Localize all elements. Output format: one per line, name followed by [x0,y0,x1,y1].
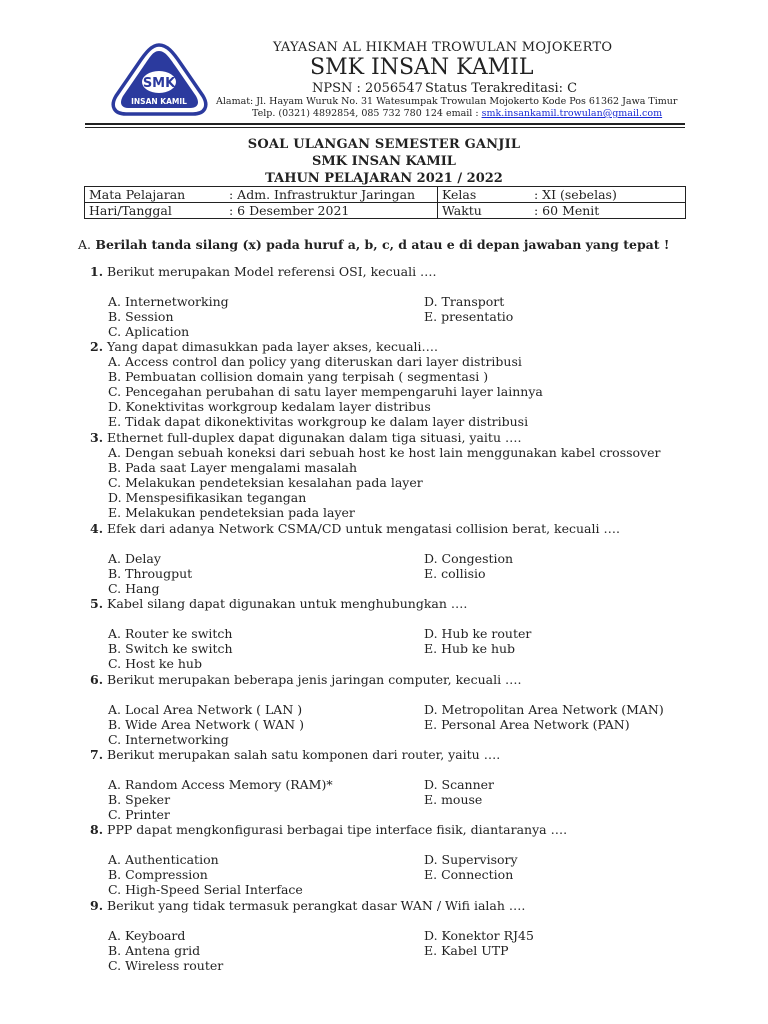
option-b[interactable]: B. Session [108,309,174,324]
table-row [85,187,686,203]
option-d[interactable]: D. Konektor RJ45 [424,928,534,943]
option-b[interactable]: B. Speker [108,792,171,807]
option-e[interactable]: E. Tidak dapat dikonektivitas workgroup ke dalam layer distribusi [108,414,529,429]
option-a[interactable]: A. Random Access Memory (RAM)* [108,777,333,792]
option-c[interactable]: C. Hang [108,581,160,596]
date-value: : 6 Desember 2021 [225,203,438,219]
option-a[interactable]: A. Delay [108,551,161,566]
header-divider-thick [85,123,685,125]
email-link[interactable]: smk.insankamil.trowulan@gmail.com [481,108,663,119]
npsn: NPSN : 2056547 [312,81,423,96]
option-a[interactable]: A. Access control dan policy yang diteruskan dari layer distribusi [108,354,522,369]
date-label: Hari/Tanggal [85,203,226,219]
option-b[interactable]: B. Wide Area Network ( WAN ) [108,717,304,732]
instruction-text: Berilah tanda silang (x) pada huruf a, b, c, d atau e di depan jawaban yang tepat ! [95,237,670,252]
option-b[interactable]: B. Compression [108,867,208,882]
school-name: SMK INSAN KAMIL [310,55,534,80]
option-d[interactable]: D. Transport [424,294,505,309]
option-b[interactable]: B. Pembuatan collision domain yang terpisah ( segmentasi ) [108,369,489,384]
question-1: 1. Berikut merupakan Model referensi OSI, kecuali …. [90,264,437,279]
option-d[interactable]: D. Congestion [424,551,514,566]
option-c[interactable]: C. Pencegahan perubahan di satu layer mempengaruhi layer lainnya [108,384,543,399]
school-contact [252,108,662,119]
option-e[interactable]: E. Melakukan pendeteksian pada layer [108,505,355,520]
subject-value: : Adm. Infrastruktur Jaringan [225,187,438,203]
exam-info-table [84,186,686,219]
option-e[interactable]: E. Personal Area Network (PAN) [424,717,630,732]
option-c[interactable]: C. Wireless router [108,958,224,973]
option-a[interactable]: A. Router ke switch [108,626,233,641]
option-b[interactable]: B. Switch ke switch [108,641,233,656]
question-4: 4. Efek dari adanya Network CSMA/CD untuk mengatasi collision berat, kecuali …. [90,521,620,536]
option-c[interactable]: C. Host ke hub [108,656,202,671]
table-row [85,203,686,219]
time-label: Waktu [438,203,531,219]
logo-text-top: SMK [142,76,176,91]
foundation-name: YAYASAN AL HIKMAH TROWULAN MOJOKERTO [273,40,613,55]
contact-text: Telp. (0321) 4892854, 085 732 780 124 email : [252,108,482,119]
question-3: 3. Ethernet full-duplex dapat digunakan dalam tiga situasi, yaitu …. [90,430,522,445]
exam-year: TAHUN PELAJARAN 2021 / 2022 [265,171,503,186]
option-c[interactable]: C. Internetworking [108,732,229,747]
option-e[interactable]: E. Connection [424,867,514,882]
exam-title: SOAL ULANGAN SEMESTER GANJIL [247,137,521,152]
question-2: 2. Yang dapat dimasukkan pada layer akses, kecuali…. [90,339,438,354]
logo-text-bottom: INSAN KAMIL [131,97,187,106]
option-e[interactable]: E. presentatio [424,309,514,324]
option-c[interactable]: C. High-Speed Serial Interface [108,882,303,897]
option-b[interactable]: B. Througput [108,566,193,581]
option-e[interactable]: E. Hub ke hub [424,641,516,656]
option-e[interactable]: E. Kabel UTP [424,943,509,958]
question-8: 8. PPP dapat mengkonfigurasi berbagai tipe interface fisik, diantaranya …. [90,822,568,837]
exam-school: SMK INSAN KAMIL [312,154,456,169]
class-label: Kelas [438,187,531,203]
option-a[interactable]: A. Dengan sebuah koneksi dari sebuah host ke host lain menggunakan kabel crossover [108,445,661,460]
option-d[interactable]: D. Konektivitas workgroup kedalam layer distribus [108,399,431,414]
school-logo [107,42,212,118]
option-d[interactable]: D. Menspesifikasikan tegangan [108,490,307,505]
option-a[interactable]: A. Authentication [108,852,219,867]
option-b[interactable]: B. Antena grid [108,943,201,958]
option-c[interactable]: C. Printer [108,807,170,822]
question-6: 6. Berikut merupakan beberapa jenis jaringan computer, kecuali …. [90,672,522,687]
question-7: 7. Berikut merupakan salah satu komponen dari router, yaitu …. [90,747,501,762]
option-e[interactable]: E. mouse [424,792,483,807]
accreditation-status: Status Terakreditasi: C [425,81,578,96]
time-value: : 60 Menit [530,203,686,219]
option-e[interactable]: E. collisio [424,566,486,581]
option-d[interactable]: D. Metropolitan Area Network (MAN) [424,702,664,717]
option-c[interactable]: C. Aplication [108,324,190,339]
option-c[interactable]: C. Melakukan pendeteksian kesalahan pada layer [108,475,423,490]
option-a[interactable]: A. Local Area Network ( LAN ) [108,702,303,717]
option-a[interactable]: A. Internetworking [108,294,229,309]
question-9: 9. Berikut yang tidak termasuk perangkat dasar WAN / Wifi ialah …. [90,898,526,913]
header-divider-thin [85,127,685,128]
section-letter: A. [78,237,92,252]
option-d[interactable]: D. Scanner [424,777,495,792]
option-d[interactable]: D. Hub ke router [424,626,532,641]
option-a[interactable]: A. Keyboard [108,928,186,943]
option-b[interactable]: B. Pada saat Layer mengalami masalah [108,460,358,475]
section-instruction [78,237,669,252]
school-address: Alamat: Jl. Hayam Wuruk No. 31 Watesumpak Trowulan Mojokerto Kode Pos 61362 Jawa Timur [216,96,678,107]
question-5: 5. Kabel silang dapat digunakan untuk menghubungkan …. [90,596,468,611]
class-value: : XI (sebelas) [530,187,686,203]
option-d[interactable]: D. Supervisory [424,852,518,867]
subject-label: Mata Pelajaran [85,187,226,203]
